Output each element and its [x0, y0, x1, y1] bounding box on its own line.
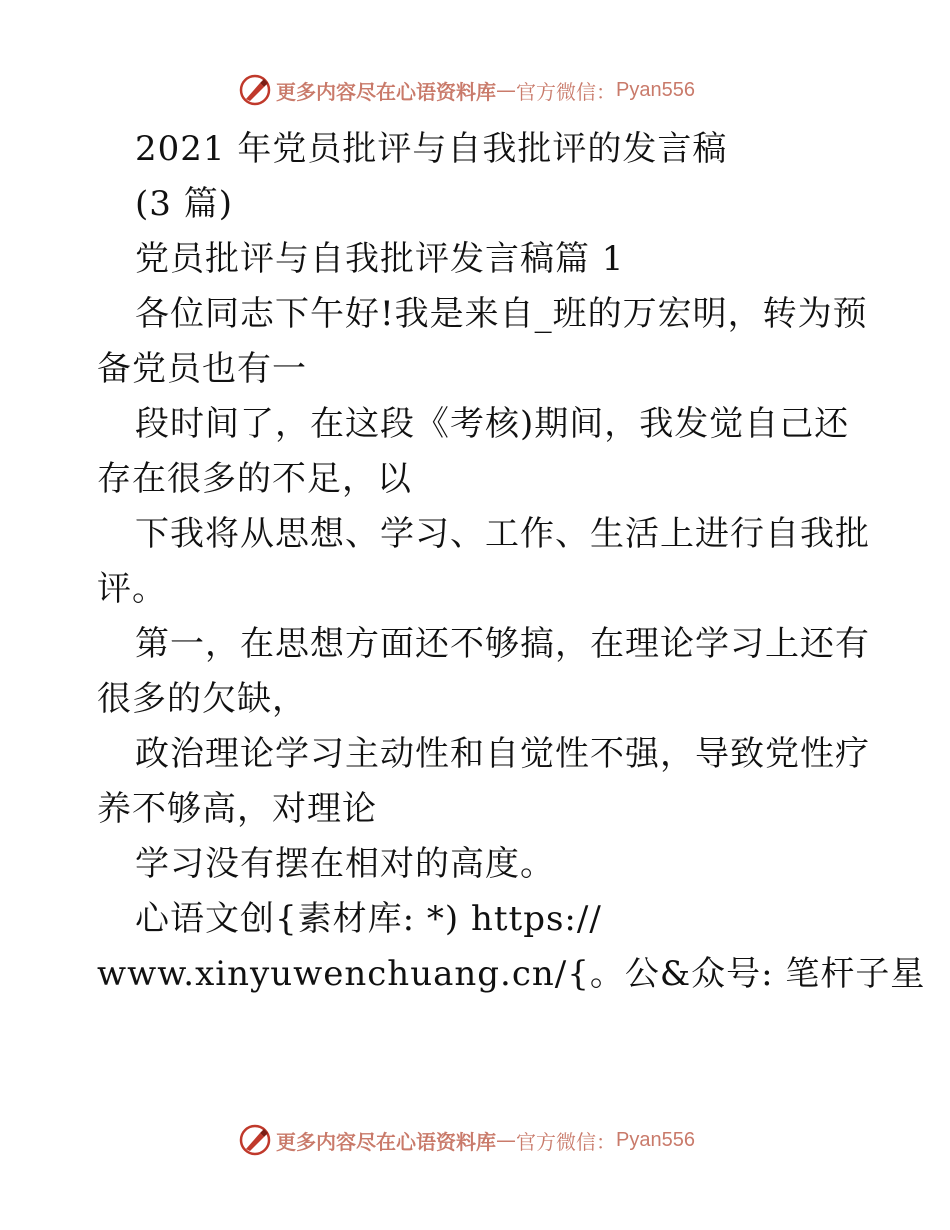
paragraph-3-line2: 评。 — [97, 569, 167, 609]
header-brand: 更多内容尽在心语资料库 — [276, 79, 496, 104]
paragraph-5-line2: 养不够高，对理论 — [97, 789, 377, 829]
document-body — [97, 122, 926, 1002]
paragraph-5-line1: 政治理论学习主动性和自觉性不强，导致党性疗 — [135, 734, 870, 774]
paragraph-3-line1: 下我将从思想、学习、工作、生活上进行自我批 — [135, 514, 870, 554]
paragraph-4-line1: 第一，在思想方面还不够搞，在理论学习上还有 — [135, 624, 870, 664]
pen-logo-icon — [238, 73, 272, 107]
pen-logo-icon — [238, 1123, 272, 1157]
footer-wechat-label: 官方微信： — [516, 1129, 616, 1154]
paragraph-2-line2: 存在很多的不足，以 — [97, 459, 412, 499]
paragraph-1-line2: 备党员也有一 — [97, 349, 307, 389]
paragraph-2-line1: 段时间了，在这段《考核)期间，我发觉自己还 — [135, 404, 850, 444]
paragraph-6: 学习没有摆在相对的高度。 — [135, 844, 555, 884]
footer-separator: — — [496, 1128, 516, 1152]
paragraph-1-line1: 各位同志下午好!我是来自_班的万宏明，转为预 — [135, 294, 868, 334]
footer-banner — [238, 1122, 695, 1158]
header-banner — [238, 72, 695, 108]
footer-wechat-id: Pyan556 — [616, 1128, 695, 1151]
header-wechat-id: Pyan556 — [616, 78, 695, 101]
footer-brand: 更多内容尽在心语资料库 — [276, 1129, 496, 1154]
paragraph-7-line1: 心语文创{素材库: *) https:// — [135, 899, 602, 939]
header-separator: — — [496, 78, 516, 102]
paragraph-7-line2: www.xinyuwenchuang.cn/{。公&众号: 笔杆子星 — [97, 954, 926, 994]
header-wechat-label: 官方微信： — [516, 79, 616, 104]
doc-title-line2: (3 篇) — [135, 184, 233, 224]
section-title: 党员批评与自我批评发言稿篇 1 — [135, 239, 625, 279]
doc-title-line1: 2021 年党员批评与自我批评的发言稿 — [135, 129, 728, 169]
paragraph-4-line2: 很多的欠缺， — [97, 679, 307, 719]
